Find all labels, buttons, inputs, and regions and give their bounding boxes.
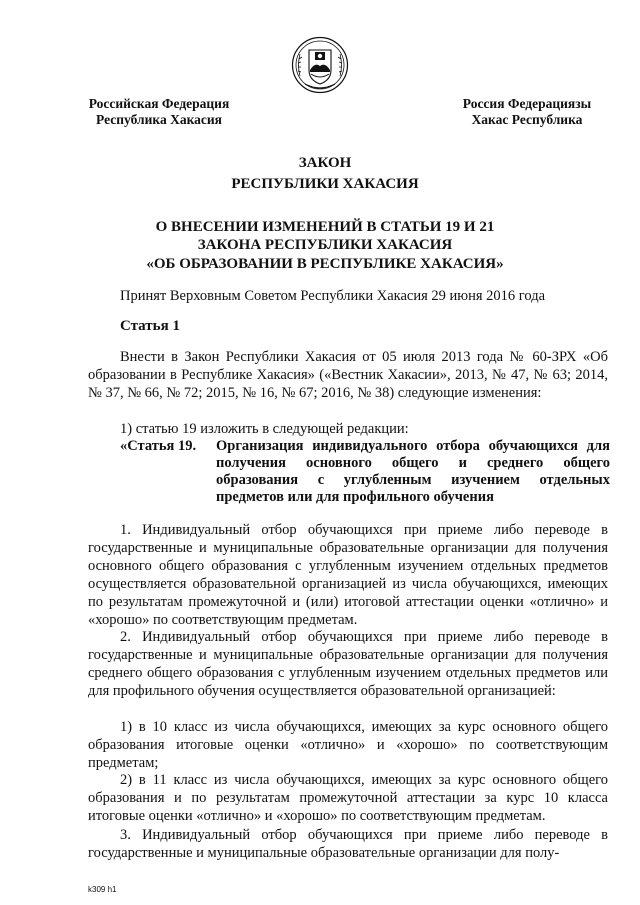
header-right-line2: Хакас Республика	[471, 112, 583, 127]
paragraph-3: 3. Индивидуальный отбор обучающихся при приеме либо переводе в государственные и муниципальные образовательные организации для полу-	[88, 827, 608, 861]
doc-title: ЗАКОН	[298, 155, 352, 171]
article-1-heading: Статья 1	[120, 318, 180, 334]
header-right	[452, 96, 602, 128]
paragraph-2-item-1: 1) в 10 класс из числа обучающихся, имеющих за курс основного общего образования итоговые оценки «отлично» и «хорошо» по соответствующим предметам;	[88, 719, 608, 771]
doc-subject-line1: О ВНЕСЕНИИ ИЗМЕНЕНИЙ В СТАТЬИ 19 И 21	[155, 219, 495, 235]
header-left-line2: Республика Хакасия	[96, 112, 222, 127]
doc-title-line2: РЕСПУБЛИКИ ХАКАСИЯ	[231, 176, 419, 192]
footer-code: k309 h1	[88, 885, 117, 894]
article-19-title: Организация индивидуального отбора обучающихся для получения основного общего и среднего общего образования с углубленным изучением отдельных предметов или для профильного обучения	[216, 438, 610, 505]
paragraph-2: 2. Индивидуальный отбор обучающихся при приеме либо переводе в государственные и муниципальные образовательные организации для получения среднего общего образования с углубленным изучением отдельных предметов или для профильного обучения осуществляется образовательной организацией:	[88, 629, 608, 699]
paragraph-2-item-2: 2) в 11 класс из числа обучающихся, имеющих за курс основного общего образования и по результатам промежуточной аттестации за курс 10 класса итоговые оценки «отлично» и «хорошо» по соответствующим предметам.	[88, 772, 608, 824]
coat-of-arms-emblem	[291, 36, 349, 94]
paragraph-1: 1. Индивидуальный отбор обучающихся при приеме либо переводе в государственные и муниципальные образовательные организации для получения основного общего образования с углубленным изучением отдельных предметов осуществляется образовательной организацией из числа обучающихся, имеющих по результатам промежуточной и (или) итоговой аттестации оценки «отлично» и «хорошо» по соответствующим предметам.	[88, 522, 608, 628]
header-right-line1: Россия Федерациязы	[462, 96, 592, 111]
accepted-statement: Принят Верховным Советом Республики Хакасия 29 июня 2016 года	[120, 288, 546, 304]
paragraph-item-1: 1) статью 19 изложить в следующей редакции:	[120, 421, 409, 437]
header-left-line1: Российская Федерация	[88, 96, 230, 111]
doc-subject-line2: ЗАКОНА РЕСПУБЛИКИ ХАКАСИЯ	[197, 237, 453, 253]
doc-subject-line3: «ОБ ОБРАЗОВАНИИ В РЕСПУБЛИКЕ ХАКАСИЯ»	[146, 256, 504, 272]
header-left	[84, 96, 234, 128]
article-19-label: «Статья 19.	[120, 438, 197, 454]
paragraph-intro: Внести в Закон Республики Хакасия от 05 июля 2013 года № 60-ЗРХ «Об образовании в Республике Хакасия» («Вестник Хакасии», 2013, № 47, № 63; 2014, № 37, № 66, № 72; 2015, № 16, № 67; 2016, № 38) следующие изменения:	[88, 349, 608, 401]
